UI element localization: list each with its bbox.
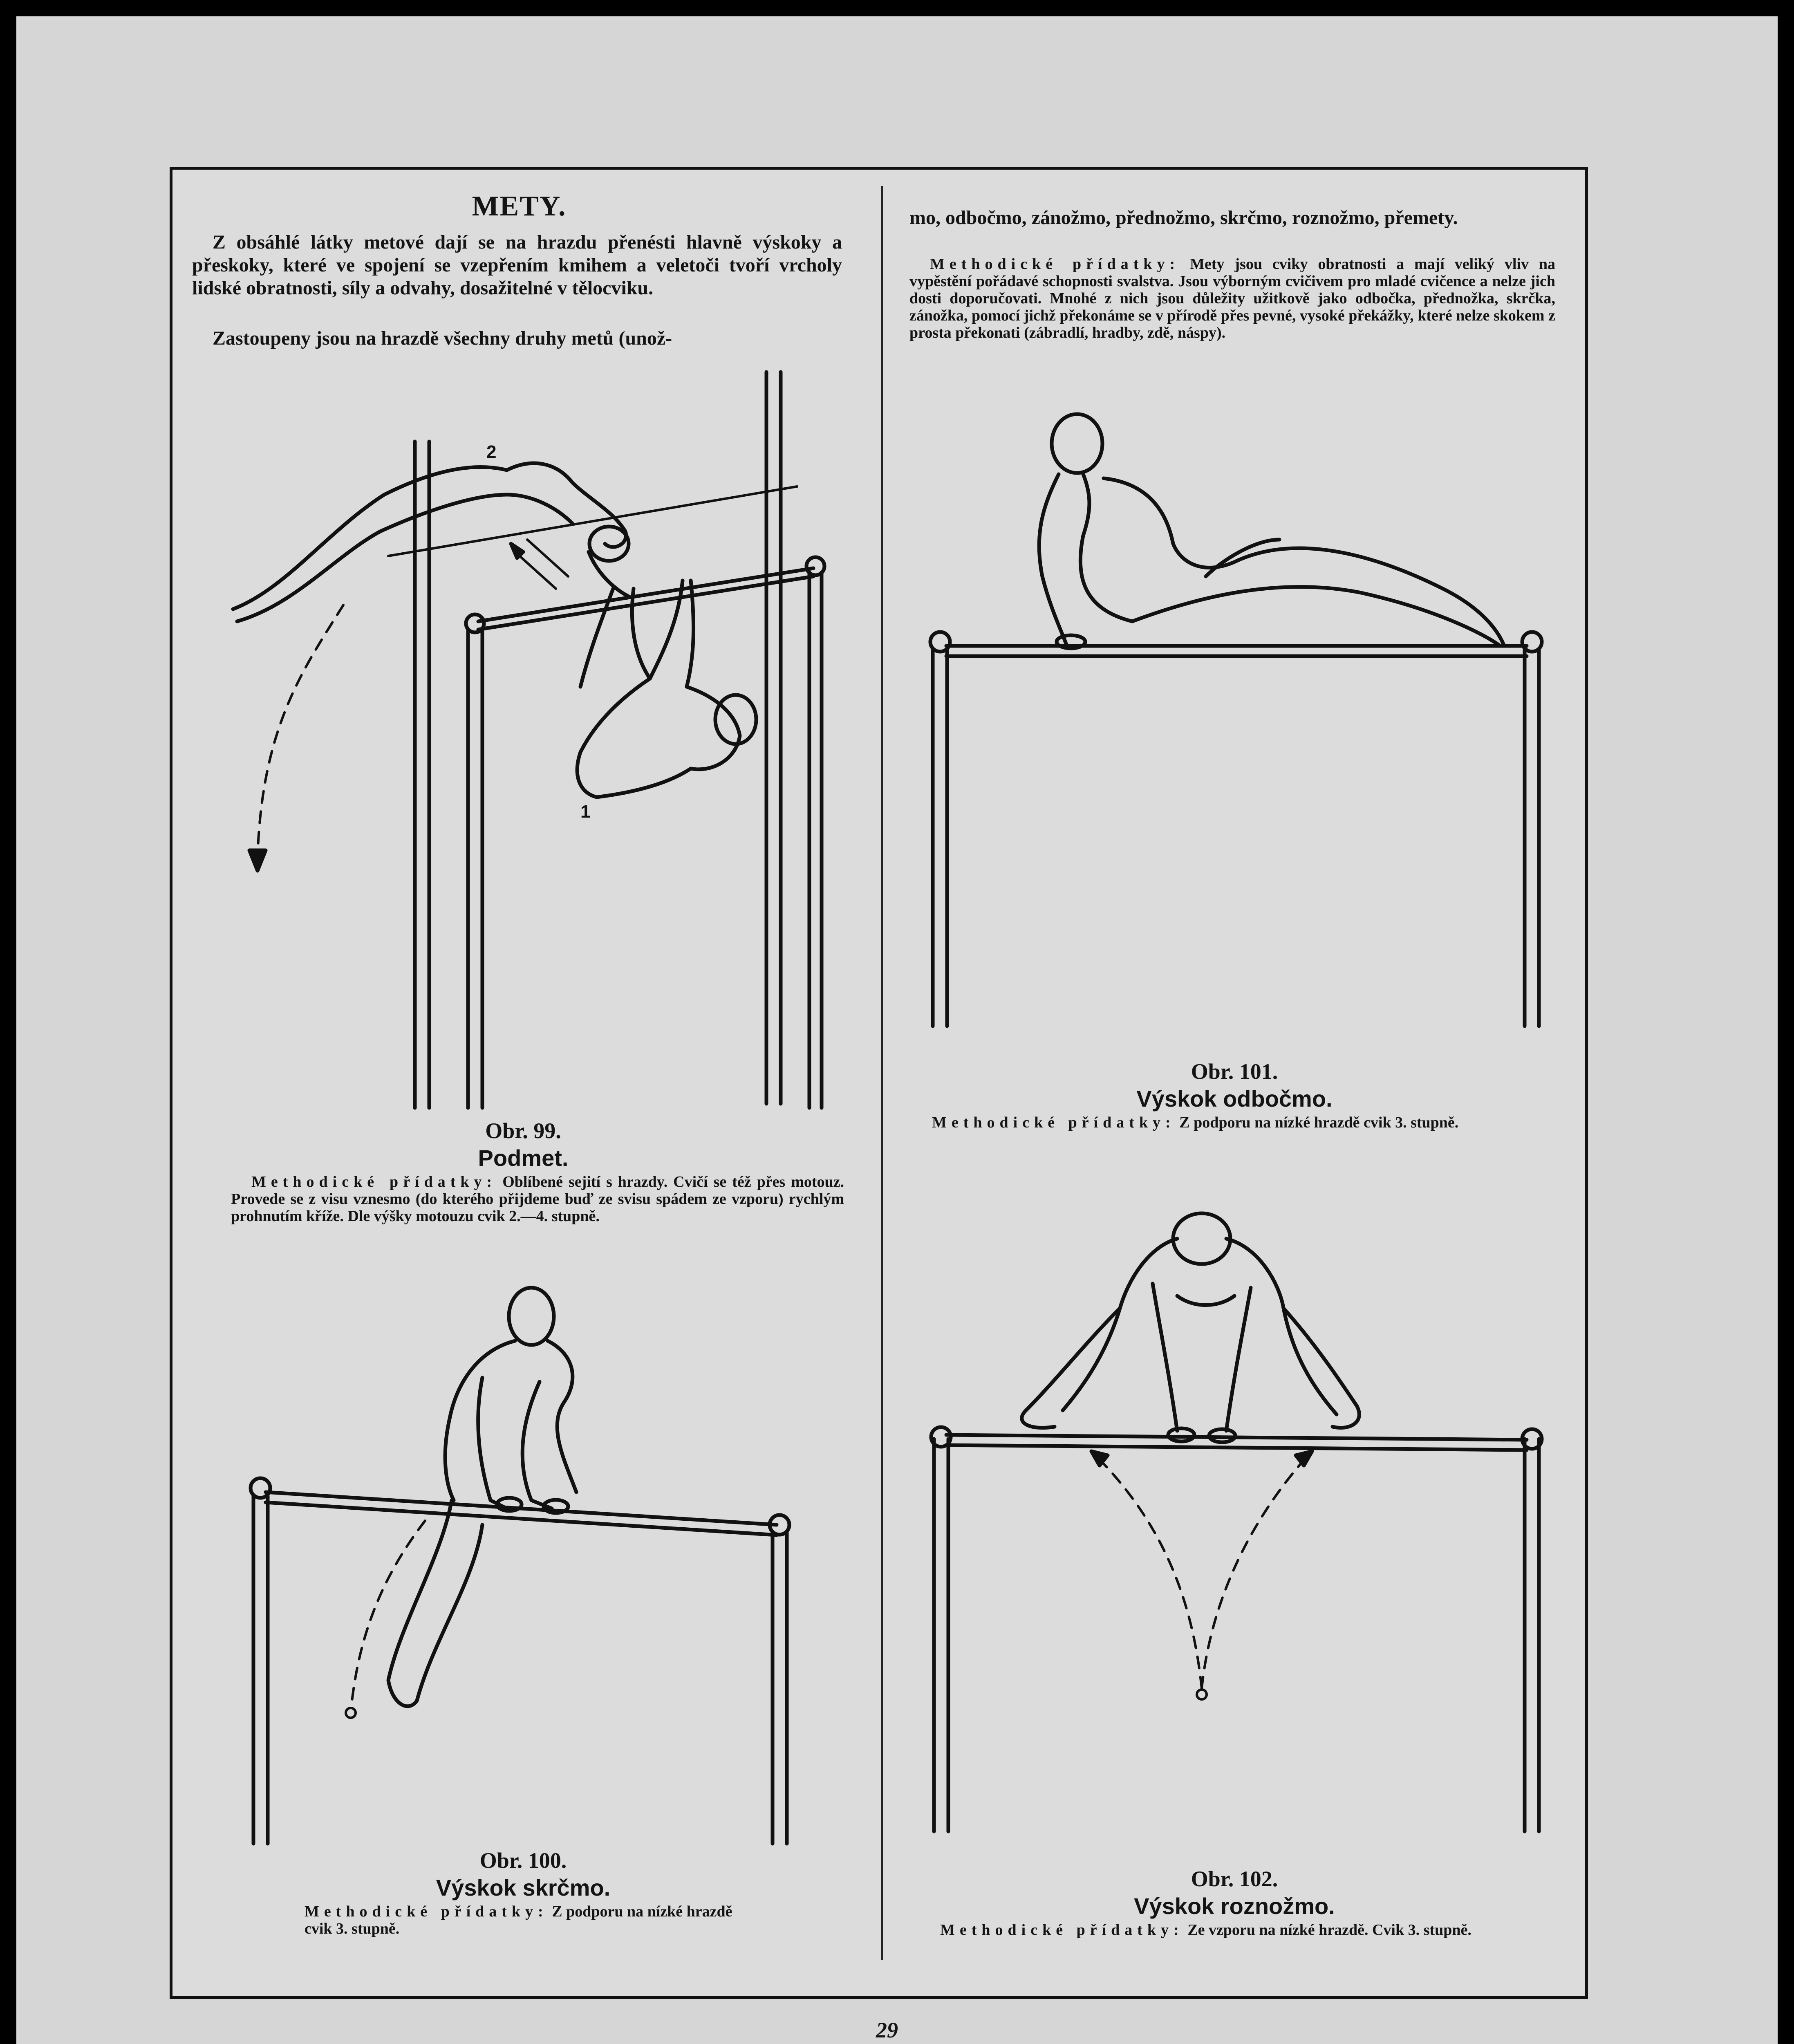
column-divider [881, 186, 883, 1960]
figure-body [445, 1341, 515, 1500]
figure-left-side [1022, 1239, 1177, 1428]
horizontal-bar [478, 568, 813, 621]
figure-102-method-note [920, 1921, 1561, 1939]
intro-paragraph-2: Zastoupeny jsou na hrazdě všechny druhy metů (unož- [213, 327, 672, 349]
figure-head [509, 1288, 554, 1345]
rope [388, 486, 797, 556]
figure-102-method-text: Ze vzporu na nízké hrazdě. Cvik 3. stupně. [1187, 1921, 1471, 1939]
intro-continuation: mo, odbočmo, zánožmo, přednožmo, skrčmo, roznožmo, přemety. [909, 207, 1458, 229]
figure-101-title: Výskok odbočmo. [1136, 1086, 1333, 1112]
figure-99-number: Obr. 99. [485, 1118, 561, 1143]
figure-101-method-text: Z podporu na nízké hrazdě cvik 3. stupně. [1179, 1114, 1459, 1131]
motion-arrow-left [1095, 1455, 1202, 1688]
figure-102-method-label: Methodické přídatky: [940, 1921, 1184, 1939]
page-number: 29 [876, 2018, 898, 2042]
figure-101-method-note [912, 1114, 1557, 1131]
figure-head [1052, 414, 1102, 473]
figure-101-number: Obr. 101. [1191, 1059, 1278, 1084]
figure-102-illustration [916, 1202, 1561, 1840]
figure-100-method-label: Methodické přídatky: [305, 1903, 548, 1920]
section-title: METY. [472, 191, 567, 222]
figure-100-illustration [229, 1271, 834, 1852]
section-method-note [909, 256, 1555, 341]
figure-head [1173, 1213, 1230, 1264]
figure-99-method-label: Methodické přídatky: [251, 1173, 497, 1190]
figure-right-side [1226, 1239, 1359, 1428]
method-text: Mety jsou cviky obratnosti a mají veliký vliv na vypěstění pořádavé schopnosti svalstva. Jsou výborným cvičivem pro mladé cvičence a nelze jich dosti doporučovati. Mnohé z nich jsou důležity užitkově jako odbočka, přednožka, skrčka, zánožka, pomocí jichž překonáme se v přírodě přes pevné, vysoké překážky, které nelze skokem z prosta překonati (zábradlí, hradby, zdě, náspy). [909, 256, 1556, 341]
figure-102-title: Výskok roznožmo. [1134, 1893, 1335, 1919]
figure-100-title: Výskok skrčmo. [436, 1875, 611, 1901]
figure-101-illustration [912, 405, 1566, 1051]
figure-102-number: Obr. 102. [1191, 1867, 1278, 1891]
figure-99-method-note [231, 1173, 844, 1225]
method-label: Methodické přídatky: [930, 256, 1180, 273]
figure-100-method-text: Z podporu na nízké hrazdě cvik 3. stupně. [305, 1903, 732, 1937]
figure-body [1080, 474, 1500, 646]
figure-100-method-note [305, 1903, 754, 1937]
figure-99-title: Podmet. [478, 1145, 569, 1171]
figure-101-method-label: Methodické přídatky: [932, 1114, 1176, 1131]
motion-arrow-right [1202, 1455, 1308, 1688]
figure-label-2: 2 [486, 442, 497, 462]
motion-arrow [258, 605, 343, 858]
figure-100-number: Obr. 100. [479, 1848, 567, 1873]
intro-paragraph-1: Z obsáhlé látky metové dají se na hrazdu přenésti hlavně výskoky a přeskoky, které ve spojení se vzepřením kmihem a veletoči tvoří vrcholy lidské obratnosti, síly a odvahy, dosažitelné v tělocviku. [192, 231, 842, 299]
figure-99-illustration [221, 360, 842, 1116]
figure-label-1: 1 [580, 802, 591, 822]
figure-99-method-text: Oblíbené sejití s hrazdy. Cvičí se též přes motouz. Provede se z visu vznesmo (do kterého přijdeme buď ze svisu spádem ze vzporu) rychlým prohnutím kříže. Dle výšky motouzu cvik 2.—4. stupně. [231, 1173, 844, 1225]
